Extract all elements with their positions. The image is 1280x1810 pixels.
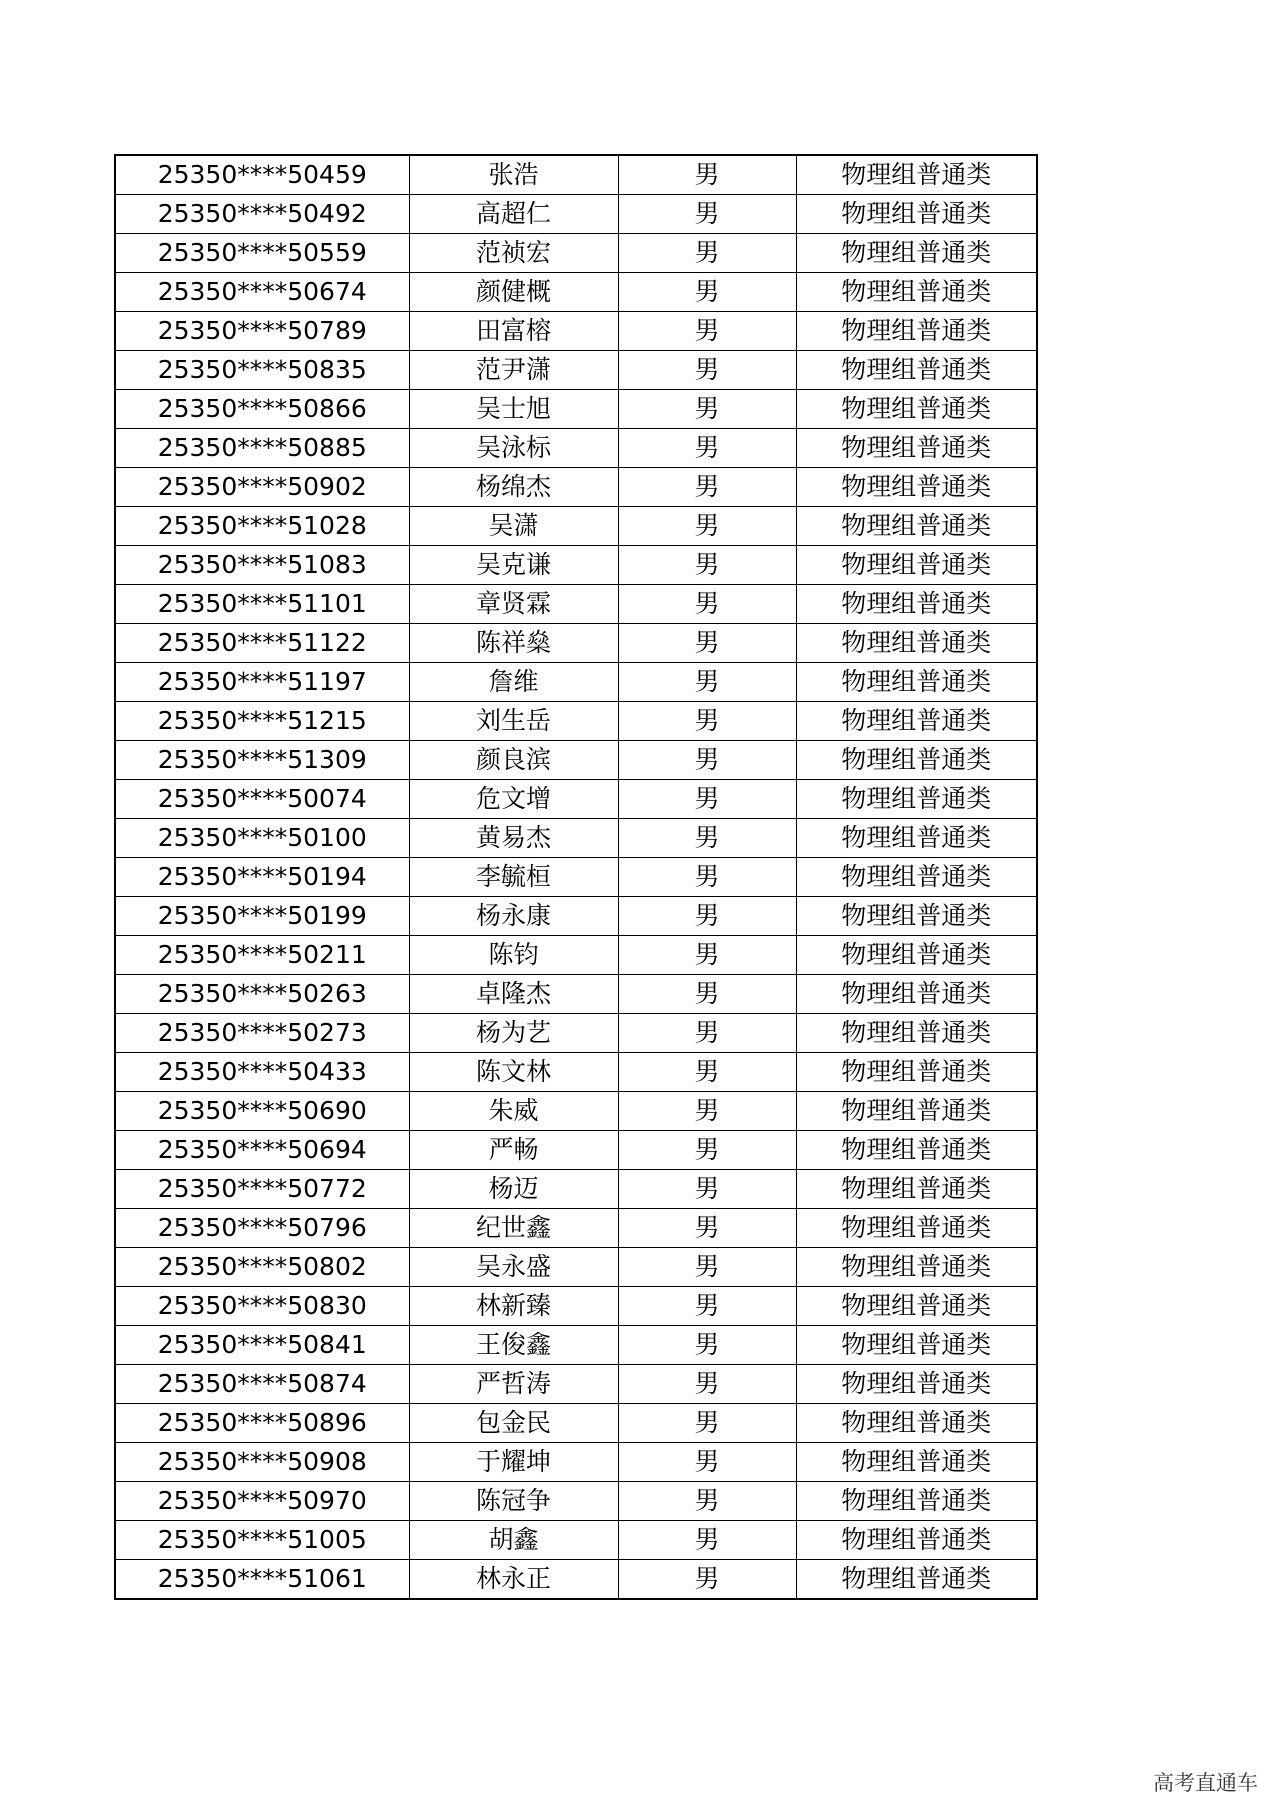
category-cell: 物理组普通类 bbox=[796, 390, 1037, 429]
table-row bbox=[115, 1014, 1037, 1053]
table-row bbox=[115, 1209, 1037, 1248]
student-name-cell: 黄易杰 bbox=[409, 819, 618, 858]
table-row bbox=[115, 351, 1037, 390]
table-row bbox=[115, 1053, 1037, 1092]
gender-cell: 男 bbox=[618, 897, 796, 936]
student-id-cell: 25350****50772 bbox=[115, 1170, 409, 1209]
category-cell: 物理组普通类 bbox=[796, 1131, 1037, 1170]
student-name-cell: 陈钧 bbox=[409, 936, 618, 975]
student-name-cell: 章贤霖 bbox=[409, 585, 618, 624]
student-id-cell: 25350****51028 bbox=[115, 507, 409, 546]
category-cell: 物理组普通类 bbox=[796, 1092, 1037, 1131]
category-cell: 物理组普通类 bbox=[796, 819, 1037, 858]
gender-cell: 男 bbox=[618, 624, 796, 663]
student-name-cell: 高超仁 bbox=[409, 195, 618, 234]
gender-cell: 男 bbox=[618, 1248, 796, 1287]
student-id-cell: 25350****51215 bbox=[115, 702, 409, 741]
table-row bbox=[115, 468, 1037, 507]
student-id-cell: 25350****50866 bbox=[115, 390, 409, 429]
student-name-cell: 杨永康 bbox=[409, 897, 618, 936]
category-cell: 物理组普通类 bbox=[796, 1053, 1037, 1092]
category-cell: 物理组普通类 bbox=[796, 1443, 1037, 1482]
gender-cell: 男 bbox=[618, 702, 796, 741]
student-name-cell: 朱威 bbox=[409, 1092, 618, 1131]
category-cell: 物理组普通类 bbox=[796, 1248, 1037, 1287]
student-id-cell: 25350****50802 bbox=[115, 1248, 409, 1287]
student-name-cell: 卓隆杰 bbox=[409, 975, 618, 1014]
table-row bbox=[115, 1248, 1037, 1287]
table-row bbox=[115, 1131, 1037, 1170]
student-name-cell: 吴永盛 bbox=[409, 1248, 618, 1287]
student-name-cell: 詹维 bbox=[409, 663, 618, 702]
student-name-cell: 危文增 bbox=[409, 780, 618, 819]
gender-cell: 男 bbox=[618, 1482, 796, 1521]
student-id-cell: 25350****51083 bbox=[115, 546, 409, 585]
category-cell: 物理组普通类 bbox=[796, 312, 1037, 351]
category-cell: 物理组普通类 bbox=[796, 897, 1037, 936]
table-row bbox=[115, 585, 1037, 624]
student-id-cell: 25350****50263 bbox=[115, 975, 409, 1014]
table-row bbox=[115, 429, 1037, 468]
student-name-cell: 李毓桓 bbox=[409, 858, 618, 897]
table-row bbox=[115, 234, 1037, 273]
student-name-cell: 陈祥燊 bbox=[409, 624, 618, 663]
student-id-cell: 25350****50559 bbox=[115, 234, 409, 273]
student-id-cell: 25350****50908 bbox=[115, 1443, 409, 1482]
student-name-cell: 杨迈 bbox=[409, 1170, 618, 1209]
student-name-cell: 范祯宏 bbox=[409, 234, 618, 273]
student-id-cell: 25350****50902 bbox=[115, 468, 409, 507]
student-id-cell: 25350****50874 bbox=[115, 1365, 409, 1404]
gender-cell: 男 bbox=[618, 155, 796, 195]
table-row bbox=[115, 1326, 1037, 1365]
student-id-cell: 25350****50433 bbox=[115, 1053, 409, 1092]
category-cell: 物理组普通类 bbox=[796, 351, 1037, 390]
student-id-cell: 25350****51197 bbox=[115, 663, 409, 702]
student-name-cell: 吴泳标 bbox=[409, 429, 618, 468]
student-name-cell: 颜良滨 bbox=[409, 741, 618, 780]
category-cell: 物理组普通类 bbox=[796, 546, 1037, 585]
category-cell: 物理组普通类 bbox=[796, 1365, 1037, 1404]
gender-cell: 男 bbox=[618, 1131, 796, 1170]
student-name-cell: 吴克谦 bbox=[409, 546, 618, 585]
table-row bbox=[115, 702, 1037, 741]
category-cell: 物理组普通类 bbox=[796, 273, 1037, 312]
student-name-cell: 陈文林 bbox=[409, 1053, 618, 1092]
gender-cell: 男 bbox=[618, 273, 796, 312]
category-cell: 物理组普通类 bbox=[796, 234, 1037, 273]
category-cell: 物理组普通类 bbox=[796, 1287, 1037, 1326]
student-name-cell: 颜健概 bbox=[409, 273, 618, 312]
table-row bbox=[115, 390, 1037, 429]
gender-cell: 男 bbox=[618, 1365, 796, 1404]
table-row bbox=[115, 1092, 1037, 1131]
gender-cell: 男 bbox=[618, 1521, 796, 1560]
student-name-cell: 严畅 bbox=[409, 1131, 618, 1170]
category-cell: 物理组普通类 bbox=[796, 155, 1037, 195]
table-row bbox=[115, 780, 1037, 819]
table-row bbox=[115, 1287, 1037, 1326]
student-id-cell: 25350****51061 bbox=[115, 1560, 409, 1600]
table-row bbox=[115, 858, 1037, 897]
student-name-cell: 林新臻 bbox=[409, 1287, 618, 1326]
student-id-cell: 25350****50830 bbox=[115, 1287, 409, 1326]
category-cell: 物理组普通类 bbox=[796, 1170, 1037, 1209]
student-id-cell: 25350****50100 bbox=[115, 819, 409, 858]
student-id-cell: 25350****50199 bbox=[115, 897, 409, 936]
student-id-cell: 25350****51122 bbox=[115, 624, 409, 663]
table-row bbox=[115, 507, 1037, 546]
gender-cell: 男 bbox=[618, 390, 796, 429]
table-row bbox=[115, 1482, 1037, 1521]
gender-cell: 男 bbox=[618, 1170, 796, 1209]
student-id-cell: 25350****51309 bbox=[115, 741, 409, 780]
table-row bbox=[115, 273, 1037, 312]
gender-cell: 男 bbox=[618, 1560, 796, 1600]
category-cell: 物理组普通类 bbox=[796, 507, 1037, 546]
category-cell: 物理组普通类 bbox=[796, 663, 1037, 702]
student-id-cell: 25350****50459 bbox=[115, 155, 409, 195]
student-id-cell: 25350****50789 bbox=[115, 312, 409, 351]
student-name-cell: 严哲涛 bbox=[409, 1365, 618, 1404]
student-id-cell: 25350****50492 bbox=[115, 195, 409, 234]
student-id-cell: 25350****50211 bbox=[115, 936, 409, 975]
category-cell: 物理组普通类 bbox=[796, 936, 1037, 975]
table-row bbox=[115, 975, 1037, 1014]
category-cell: 物理组普通类 bbox=[796, 624, 1037, 663]
table-row bbox=[115, 1560, 1037, 1600]
gender-cell: 男 bbox=[618, 1014, 796, 1053]
student-id-cell: 25350****50074 bbox=[115, 780, 409, 819]
gender-cell: 男 bbox=[618, 1092, 796, 1131]
category-cell: 物理组普通类 bbox=[796, 1560, 1037, 1600]
gender-cell: 男 bbox=[618, 1326, 796, 1365]
student-id-cell: 25350****50690 bbox=[115, 1092, 409, 1131]
student-id-cell: 25350****50796 bbox=[115, 1209, 409, 1248]
student-name-cell: 杨为艺 bbox=[409, 1014, 618, 1053]
table-row bbox=[115, 195, 1037, 234]
student-id-cell: 25350****51101 bbox=[115, 585, 409, 624]
category-cell: 物理组普通类 bbox=[796, 1326, 1037, 1365]
student-name-cell: 林永正 bbox=[409, 1560, 618, 1600]
gender-cell: 男 bbox=[618, 195, 796, 234]
student-name-cell: 吴士旭 bbox=[409, 390, 618, 429]
category-cell: 物理组普通类 bbox=[796, 702, 1037, 741]
table-row bbox=[115, 819, 1037, 858]
category-cell: 物理组普通类 bbox=[796, 468, 1037, 507]
student-id-cell: 25350****51005 bbox=[115, 1521, 409, 1560]
watermark-text: 高考直通车 bbox=[1153, 1771, 1258, 1795]
student-name-cell: 王俊鑫 bbox=[409, 1326, 618, 1365]
table-row bbox=[115, 936, 1037, 975]
table-row bbox=[115, 546, 1037, 585]
student-name-cell: 胡鑫 bbox=[409, 1521, 618, 1560]
table-row bbox=[115, 663, 1037, 702]
gender-cell: 男 bbox=[618, 858, 796, 897]
table-row bbox=[115, 1365, 1037, 1404]
roster-body bbox=[115, 155, 1037, 1599]
student-name-cell: 杨绵杰 bbox=[409, 468, 618, 507]
category-cell: 物理组普通类 bbox=[796, 780, 1037, 819]
gender-cell: 男 bbox=[618, 1443, 796, 1482]
student-id-cell: 25350****50835 bbox=[115, 351, 409, 390]
category-cell: 物理组普通类 bbox=[796, 1404, 1037, 1443]
student-name-cell: 陈冠争 bbox=[409, 1482, 618, 1521]
student-name-cell: 吴潇 bbox=[409, 507, 618, 546]
category-cell: 物理组普通类 bbox=[796, 858, 1037, 897]
student-roster-table bbox=[114, 154, 1038, 1600]
student-name-cell: 刘生岳 bbox=[409, 702, 618, 741]
gender-cell: 男 bbox=[618, 1053, 796, 1092]
student-name-cell: 田富榕 bbox=[409, 312, 618, 351]
student-id-cell: 25350****50674 bbox=[115, 273, 409, 312]
table-row bbox=[115, 1521, 1037, 1560]
table-row bbox=[115, 1170, 1037, 1209]
gender-cell: 男 bbox=[618, 819, 796, 858]
table-row bbox=[115, 155, 1037, 195]
category-cell: 物理组普通类 bbox=[796, 1014, 1037, 1053]
gender-cell: 男 bbox=[618, 312, 796, 351]
gender-cell: 男 bbox=[618, 546, 796, 585]
gender-cell: 男 bbox=[618, 507, 796, 546]
student-id-cell: 25350****50694 bbox=[115, 1131, 409, 1170]
student-id-cell: 25350****50273 bbox=[115, 1014, 409, 1053]
category-cell: 物理组普通类 bbox=[796, 741, 1037, 780]
gender-cell: 男 bbox=[618, 1209, 796, 1248]
gender-cell: 男 bbox=[618, 741, 796, 780]
gender-cell: 男 bbox=[618, 468, 796, 507]
student-name-cell: 于耀坤 bbox=[409, 1443, 618, 1482]
gender-cell: 男 bbox=[618, 975, 796, 1014]
gender-cell: 男 bbox=[618, 585, 796, 624]
student-id-cell: 25350****50885 bbox=[115, 429, 409, 468]
table-row bbox=[115, 897, 1037, 936]
gender-cell: 男 bbox=[618, 234, 796, 273]
category-cell: 物理组普通类 bbox=[796, 1482, 1037, 1521]
gender-cell: 男 bbox=[618, 429, 796, 468]
student-name-cell: 范尹潇 bbox=[409, 351, 618, 390]
gender-cell: 男 bbox=[618, 1287, 796, 1326]
category-cell: 物理组普通类 bbox=[796, 195, 1037, 234]
student-id-cell: 25350****50194 bbox=[115, 858, 409, 897]
student-name-cell: 纪世鑫 bbox=[409, 1209, 618, 1248]
student-name-cell: 张浩 bbox=[409, 155, 618, 195]
table-row bbox=[115, 741, 1037, 780]
category-cell: 物理组普通类 bbox=[796, 429, 1037, 468]
table-row bbox=[115, 1443, 1037, 1482]
table-row bbox=[115, 312, 1037, 351]
gender-cell: 男 bbox=[618, 663, 796, 702]
category-cell: 物理组普通类 bbox=[796, 585, 1037, 624]
student-name-cell: 包金民 bbox=[409, 1404, 618, 1443]
table-row bbox=[115, 624, 1037, 663]
gender-cell: 男 bbox=[618, 351, 796, 390]
table-row bbox=[115, 1404, 1037, 1443]
gender-cell: 男 bbox=[618, 936, 796, 975]
student-id-cell: 25350****50896 bbox=[115, 1404, 409, 1443]
gender-cell: 男 bbox=[618, 780, 796, 819]
category-cell: 物理组普通类 bbox=[796, 1209, 1037, 1248]
gender-cell: 男 bbox=[618, 1404, 796, 1443]
category-cell: 物理组普通类 bbox=[796, 1521, 1037, 1560]
student-id-cell: 25350****50970 bbox=[115, 1482, 409, 1521]
student-id-cell: 25350****50841 bbox=[115, 1326, 409, 1365]
category-cell: 物理组普通类 bbox=[796, 975, 1037, 1014]
